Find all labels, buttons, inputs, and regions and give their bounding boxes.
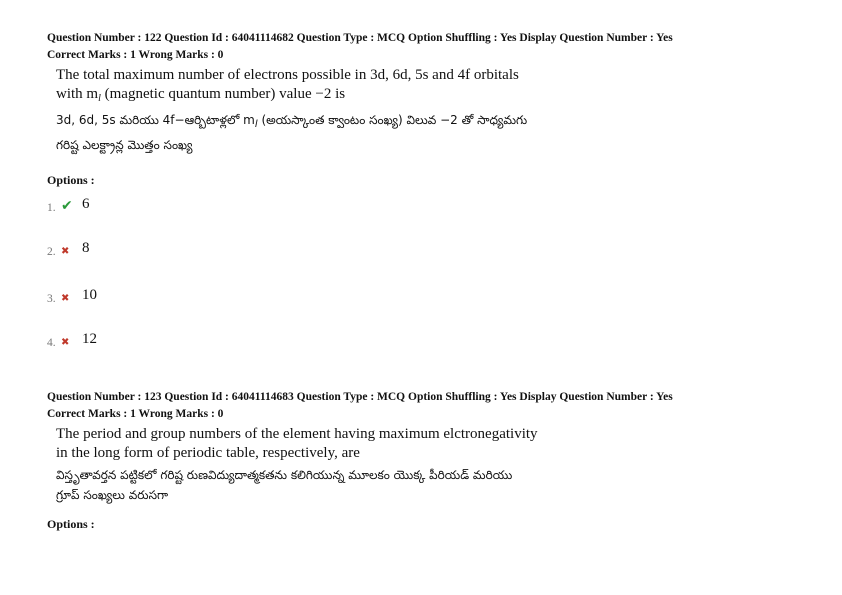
options-label: Options :: [47, 517, 95, 531]
question-text-line: The total maximum number of electrons possible in 3d, 6d, 5s and 4f orbitals: [56, 67, 519, 83]
question-text-telugu: [56, 110, 807, 155]
option-value: 12: [82, 331, 97, 347]
question-122: [47, 30, 807, 188]
check-icon: ✔: [61, 198, 73, 214]
question-text-line: గ్రూప్ సంఖ్యలు వరుసగా: [56, 488, 169, 502]
question-text-telugu: [56, 465, 807, 505]
option-number: 4.: [47, 337, 56, 349]
question-text-line: 3d, 6d, 5s మరియు 4f−ఆర్బిటాళ్లలో $m_l$ (అయస్కాంత క్వాంటం సంఖ్య) విలువ −2 తో సాధ్యమగు: [56, 113, 528, 130]
question-text-line: విస్తృతావర్తన పట్టికలో గరిష్ట రుణవిద్యుదాత్మకతను కలిగియున్న మూలకం యొక్క పీరియడ్ మరియు: [56, 468, 513, 482]
question-text-line: in the long form of periodic table, respectively, are: [56, 445, 360, 461]
option-value: 10: [82, 287, 97, 303]
marks-meta-line: Correct Marks : 1 Wrong Marks : 0: [47, 408, 224, 420]
question-123: [47, 389, 807, 532]
question-meta-line: Question Number : 123 Question Id : 64041114683 Question Type : MCQ Option Shuffling : Yes Display Question Number : Yes: [47, 391, 673, 403]
cross-icon: ✖: [61, 337, 70, 348]
option-value: 6: [82, 196, 90, 212]
question-text-english: [56, 66, 807, 108]
marks-meta-line: Correct Marks : 1 Wrong Marks : 0: [47, 49, 224, 61]
option-number: 3.: [47, 293, 56, 305]
options-label: Options :: [47, 173, 95, 187]
question-text-line: The period and group numbers of the element having maximum elctronegativity: [56, 426, 538, 442]
question-text-english: [56, 425, 807, 463]
cross-icon: ✖: [61, 246, 70, 257]
cross-icon: ✖: [61, 293, 70, 304]
option-number: 2.: [47, 246, 56, 258]
question-text-line: with $m_l$ (magnetic quantum number) value −2 is: [56, 86, 346, 104]
option-number: 1.: [47, 202, 56, 214]
question-meta-line: Question Number : 122 Question Id : 64041114682 Question Type : MCQ Option Shuffling : Yes Display Question Number : Yes: [47, 32, 673, 44]
question-text-line: గరిష్ట ఎలక్ట్రాన్ల మొత్తం సంఖ్య: [56, 138, 193, 152]
option-value: 8: [82, 240, 90, 256]
